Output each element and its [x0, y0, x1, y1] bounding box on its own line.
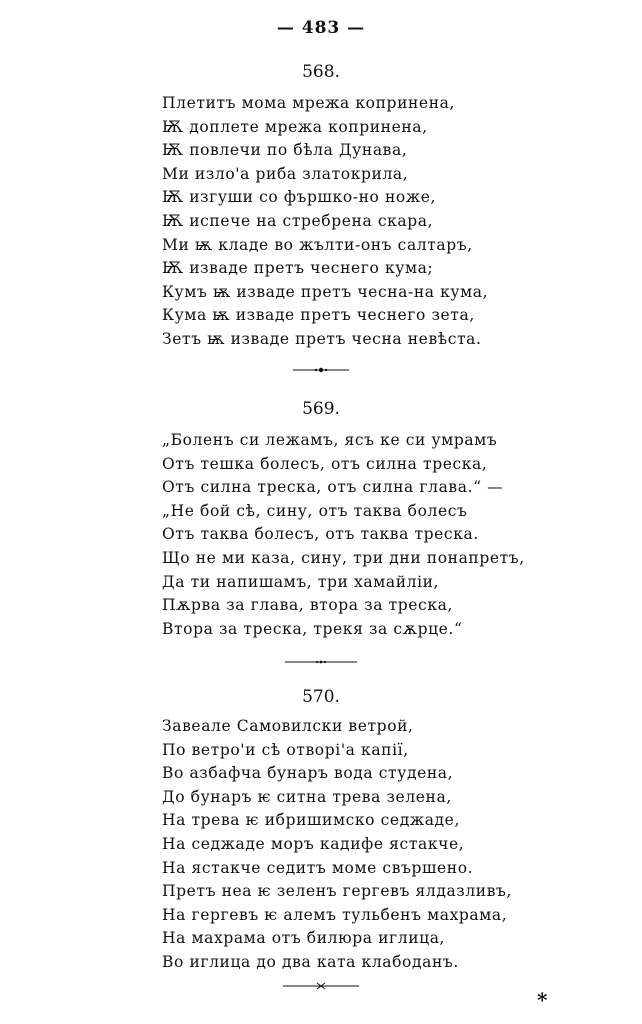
poem-line: „Боленъ си лежамъ, ясъ ке си умрамъ — [162, 431, 498, 449]
poem-line: По ветро'и сѣ отворі'а капії, — [162, 740, 409, 759]
poem-number-568: 568. — [302, 62, 340, 82]
poem-number-569: 569. — [302, 399, 340, 419]
poem-line: Завеале Самовилски ветрой, — [162, 717, 414, 735]
poem-line: На седжаде моръ кадифе ястакче, — [162, 834, 465, 853]
poem-line: Во иглица до два ката клабоданъ. — [162, 952, 459, 971]
poem-568 — [162, 92, 502, 352]
section-divider — [0, 658, 642, 669]
poem-line: На махрама отъ билюра иглица, — [162, 929, 446, 948]
poem-line: На ястакче седитъ моме свършено. — [162, 858, 474, 877]
poem-570 — [162, 715, 513, 975]
poem-line: Отъ силна треска, отъ силна глава.“ — — [162, 478, 504, 497]
poem-line: Плетитъ мома мрежа копринена, — [162, 94, 456, 112]
poem-line: Ѭ доплете мрежа копринена, — [162, 117, 428, 136]
poem-line: Во азбафча бунаръ вода студена, — [162, 764, 454, 783]
poem-line: Що не ми каза, сину, три дни понапретъ, — [162, 548, 525, 567]
footer-asterisk: * — [537, 988, 548, 1012]
poem-line: Ѭ повлечи по бѣла Дунава, — [162, 141, 408, 160]
poem-line: Втора за треска, трекя за сѫрце.“ — [162, 619, 463, 638]
poem-line: „Не бой сѣ, сину, отъ таква болесъ — [162, 501, 468, 520]
poem-line: Зетъ ѭ изваде претъ чесна невѣста. — [162, 329, 482, 348]
poem-line: Пѫрва за глава, втора за треска, — [162, 596, 453, 615]
section-divider — [0, 366, 642, 377]
poem-line: На гергевъ ѥ алемъ тульбенъ махрама, — [162, 905, 508, 924]
poem-569 — [162, 429, 525, 641]
poem-line: Ѭ изваде претъ чеснего кума; — [162, 259, 434, 278]
poem-line: Кумъ ѭ изваде претъ чесна-на кума, — [162, 282, 489, 301]
poem-line: Кума ѭ изваде претъ чеснего зета, — [162, 306, 475, 325]
poem-line: Претъ неа ѥ зеленъ гергевъ ялдазливъ, — [162, 882, 513, 901]
page-number: — 483 — — [276, 18, 366, 38]
poem-line: Ми ѭ кладе во жълти-онъ салтаръ, — [162, 235, 473, 254]
poem-line: Ѭ изгуши со фършко-но ноже, — [162, 188, 437, 207]
poem-number-570: 570. — [302, 687, 340, 707]
poem-line: Ми изло'а риба златокрила, — [162, 164, 409, 183]
poem-line: Отъ тешка болесъ, отъ силна треска, — [162, 454, 488, 473]
poem-line: На трева ѥ ибришимско седжаде, — [162, 811, 460, 830]
poem-line: До бунаръ ѥ ситна трева зелена, — [162, 787, 452, 806]
poem-line: Да ти напишамъ, три хамайліи, — [162, 572, 440, 591]
poem-line: Ѭ испече на стребрена скара, — [162, 211, 434, 230]
poem-line: Отъ таква болесъ, отъ таква треска. — [162, 525, 479, 544]
